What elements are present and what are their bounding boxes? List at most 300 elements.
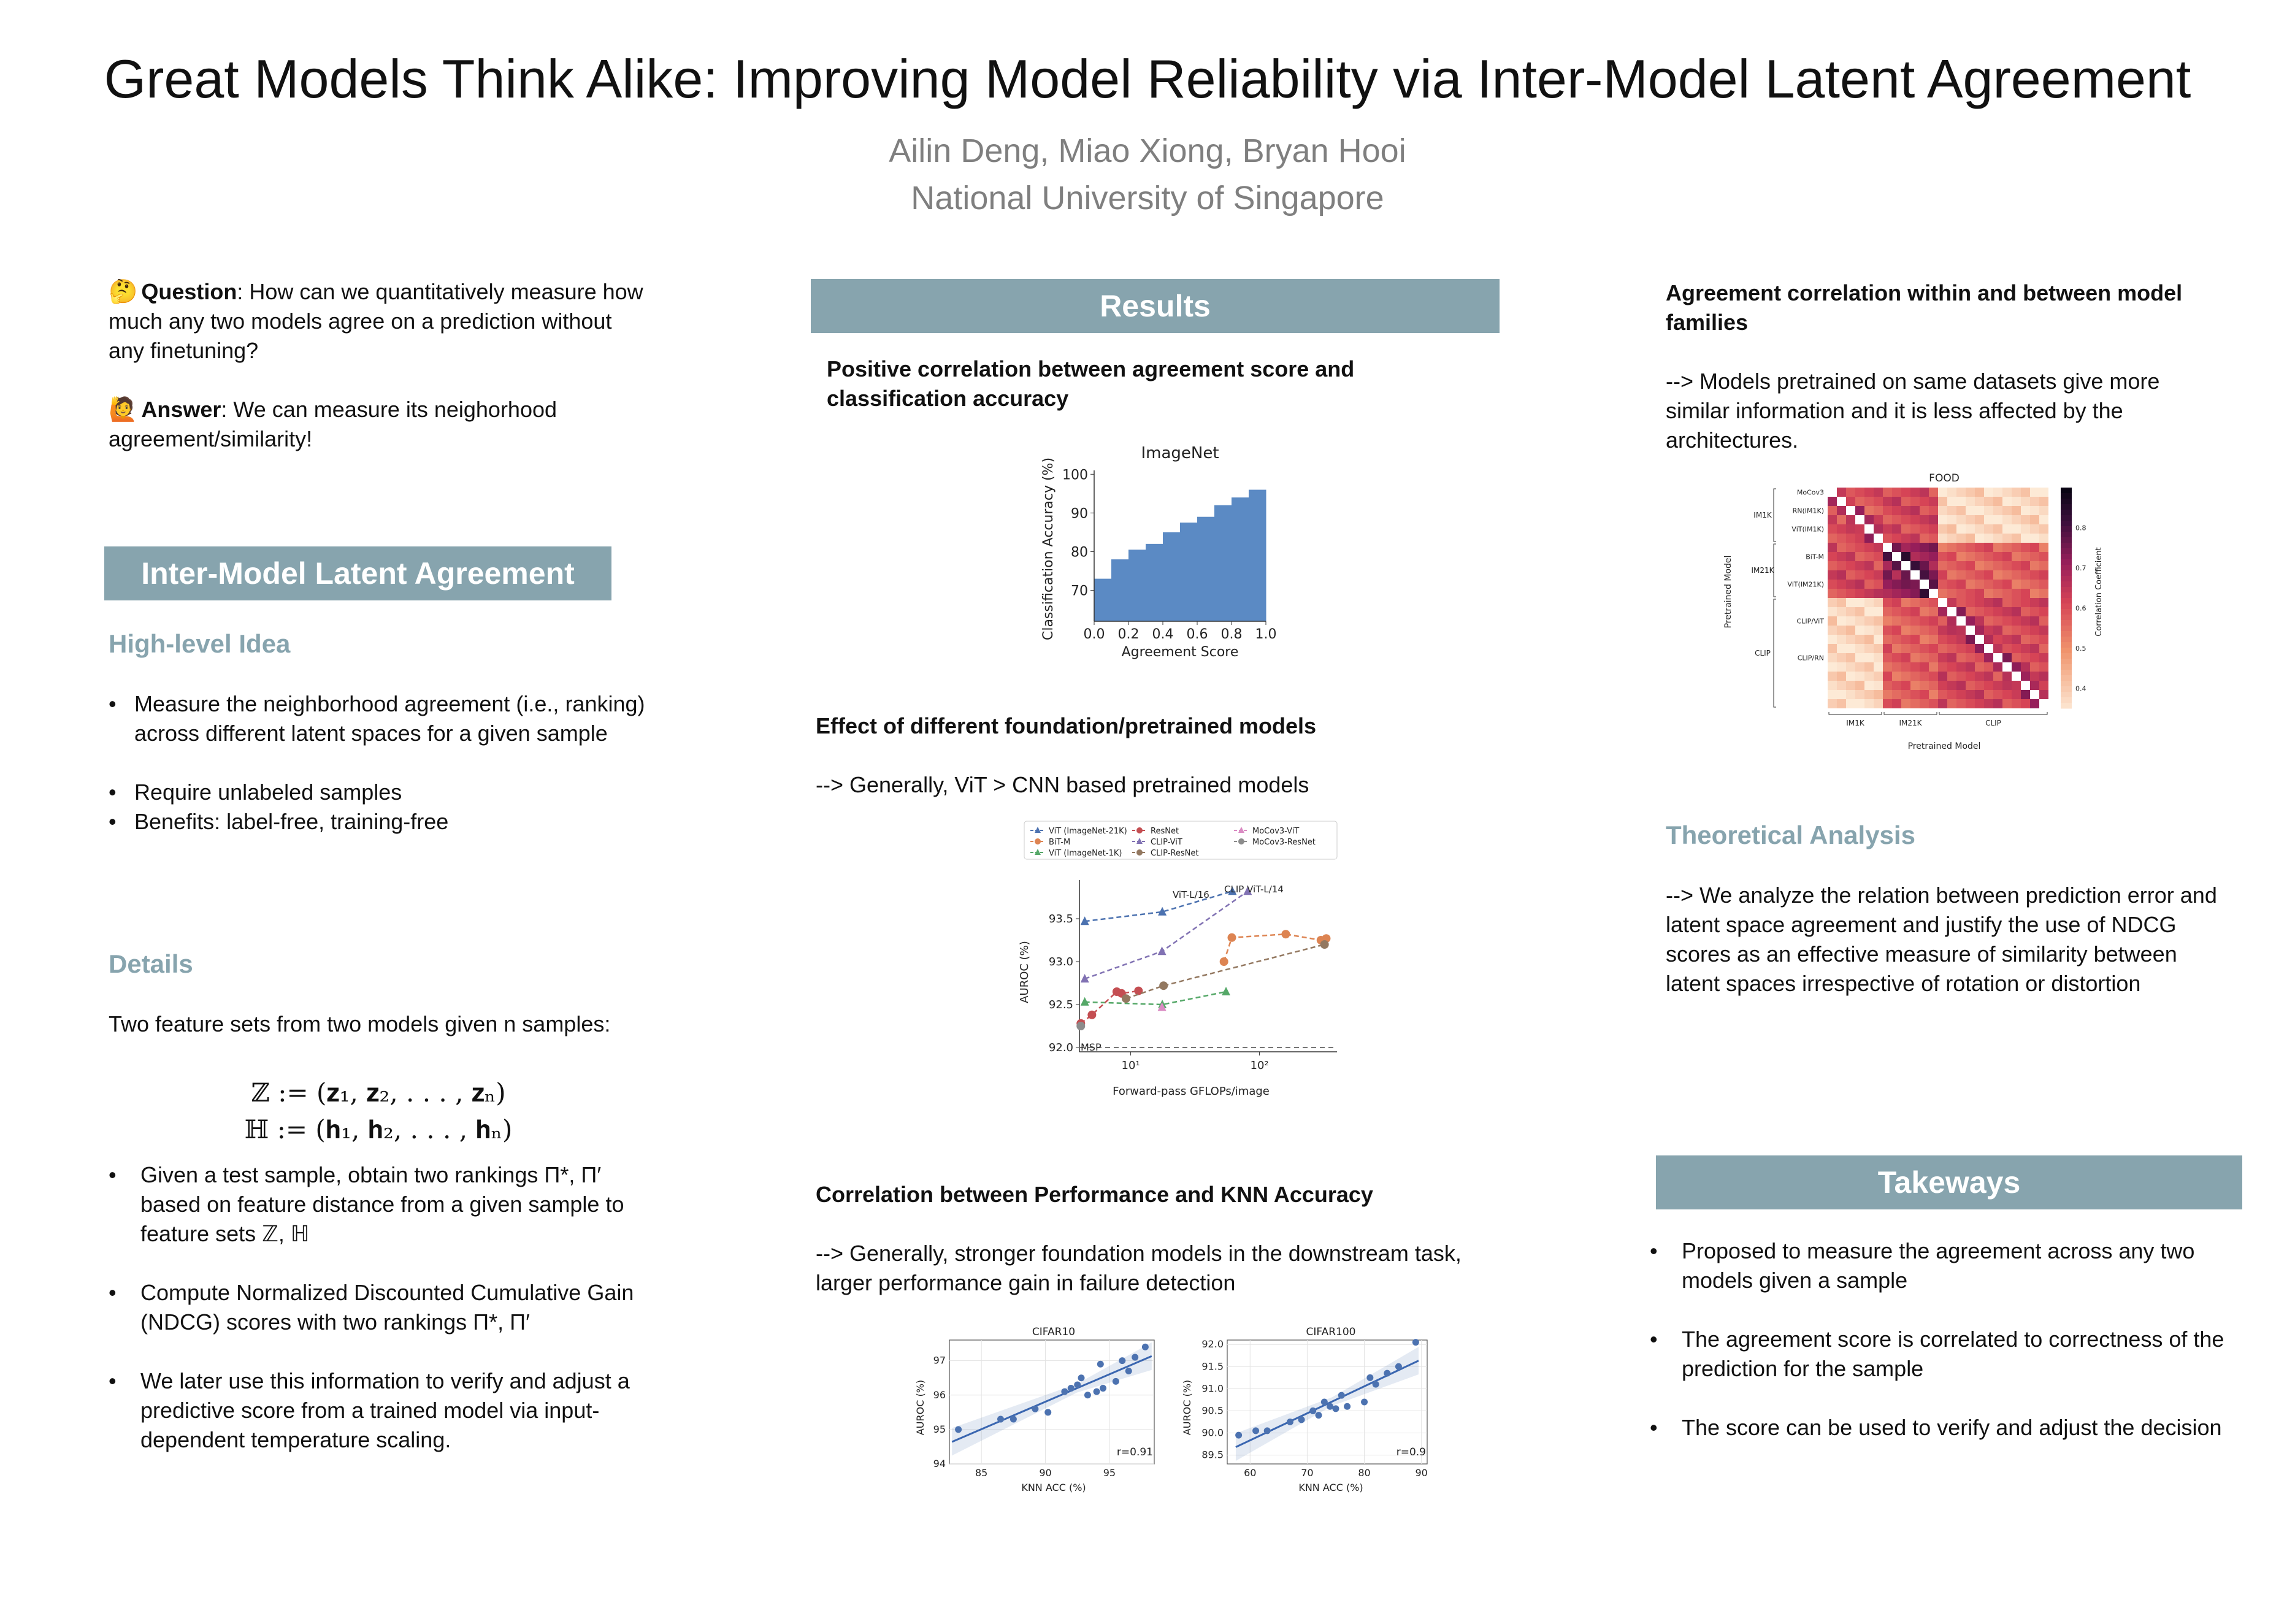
y-axis-label: AUROC (%) <box>1181 1379 1193 1436</box>
heatmap-cell <box>1883 662 1892 672</box>
data-point <box>1227 933 1236 942</box>
heatmap-cell <box>1947 616 1956 626</box>
heatmap-cell <box>1956 598 1966 607</box>
heatmap-cell <box>2039 497 2048 506</box>
heatmap-cell <box>1855 681 1864 690</box>
heatmap-cell <box>2012 598 2021 607</box>
heatmap-cell <box>1855 506 1864 515</box>
heatmap-cell <box>1947 506 1956 515</box>
heatmap-cell <box>1901 690 1910 699</box>
heatmap-cell <box>2012 662 2021 672</box>
heatmap-cell <box>1837 690 1846 699</box>
heatmap-cell <box>1956 561 1966 570</box>
heatmap-cell <box>2012 672 2021 681</box>
heatmap-cell <box>1910 543 1920 552</box>
heatmap-cell <box>1874 552 1883 561</box>
heatmap-cell <box>2002 534 2012 543</box>
heatmap-cell <box>2012 580 2021 589</box>
heatmap-cell <box>2039 662 2048 672</box>
heatmap-cell <box>2030 497 2039 506</box>
r2-text: --> Generally, ViT > CNN based pretrained models <box>816 772 1309 797</box>
heatmap-cell <box>1837 534 1846 543</box>
heatmap-cell <box>1993 561 2002 570</box>
heatmap-cell <box>2039 543 2048 552</box>
heatmap-cell <box>2012 699 2021 708</box>
group-label: IM21K <box>1899 719 1922 727</box>
heatmap-cell <box>1975 626 1984 635</box>
colorbar-segment <box>2061 504 2072 510</box>
heatmap-cell <box>1984 662 1993 672</box>
x-tick-label: 0.6 <box>1186 627 1208 642</box>
heatmap-cell <box>2030 653 2039 662</box>
heatmap-cell <box>2021 506 2030 515</box>
group-label: IM21K <box>1751 566 1774 575</box>
heatmap-cell <box>2039 644 2048 653</box>
data-point <box>1142 1344 1149 1350</box>
heatmap-cell <box>2021 488 2030 497</box>
heatmap-cell <box>1966 524 1975 534</box>
heatmap-cell <box>1956 497 1966 506</box>
heatmap-cell <box>1938 635 1947 644</box>
heatmap-cell <box>1864 552 1874 561</box>
colorbar-segment <box>2061 653 2072 659</box>
heatmap-cell <box>1956 672 1966 681</box>
heatmap-cell <box>2012 635 2021 644</box>
heatmap-cell <box>2012 488 2021 497</box>
heatmap-cell <box>2002 515 2012 524</box>
heatmap-cell <box>1883 497 1892 506</box>
heatmap-cell <box>2012 570 2021 580</box>
heatmap-cell <box>1938 561 1947 570</box>
heatmap-cell <box>1892 607 1901 616</box>
heatmap-cell <box>1910 515 1920 524</box>
heatmap-cell <box>1901 699 1910 708</box>
x-axis-label: Pretrained Model <box>1907 741 1981 751</box>
heatmap-cell <box>1846 598 1855 607</box>
heatmap-cell <box>1892 653 1901 662</box>
heatmap-cell <box>2002 690 2012 699</box>
data-point <box>1366 1374 1373 1381</box>
heatmap-cell <box>1984 524 1993 534</box>
heatmap-cell <box>1929 543 1938 552</box>
data-point <box>1281 930 1290 938</box>
heatmap-cell <box>1837 644 1846 653</box>
heatmap-cell <box>1855 534 1864 543</box>
heatmap-cell <box>1846 534 1855 543</box>
heatmap-cell <box>1938 644 1947 653</box>
heatmap-cell <box>1874 616 1883 626</box>
data-point <box>1309 1408 1316 1414</box>
heatmap-cell <box>2012 589 2021 598</box>
data-point <box>997 1416 1004 1423</box>
heatmap-cell <box>1883 515 1892 524</box>
data-point <box>1321 1399 1328 1406</box>
heatmap-cell <box>1975 616 1984 626</box>
heatmap-cell <box>1910 589 1920 598</box>
heatmap-cell <box>1874 515 1883 524</box>
heatmap-cell <box>1975 543 1984 552</box>
list-item: • Require unlabeled samples <box>109 778 648 807</box>
food-heatmap-chart <box>1717 469 2110 757</box>
heatmap-cell <box>1901 534 1910 543</box>
heatmap-cell <box>1984 607 1993 616</box>
heatmap-cell <box>1920 672 1929 681</box>
heatmap-cell <box>1855 626 1864 635</box>
heatmap-cell <box>2030 488 2039 497</box>
heatmap-cell <box>1828 488 1837 497</box>
heatmap-cell <box>2030 589 2039 598</box>
heatmap-cell <box>1993 653 2002 662</box>
heatmap-cell <box>1938 497 1947 506</box>
group-bracket <box>1774 489 1776 542</box>
heatmap-cell <box>1837 497 1846 506</box>
heatmap-cell <box>2039 699 2048 708</box>
heatmap-cell <box>1956 607 1966 616</box>
colorbar-segment <box>2061 532 2072 538</box>
heatmap-cell <box>1929 497 1938 506</box>
heatmap-cell <box>1920 506 1929 515</box>
heatmap-cell <box>1874 488 1883 497</box>
heatmap-cell <box>1837 699 1846 708</box>
heatmap-cell <box>1993 690 2002 699</box>
heatmap-cell <box>1947 644 1956 653</box>
heatmap-cell <box>1984 552 1993 561</box>
heatmap-cell <box>2012 607 2021 616</box>
heatmap-cell <box>1984 543 1993 552</box>
heatmap-cell <box>1901 543 1910 552</box>
heatmap-cell <box>1920 543 1929 552</box>
heatmap-cell <box>1966 598 1975 607</box>
heatmap-cell <box>1828 598 1837 607</box>
heatmap-cell <box>2002 488 2012 497</box>
heatmap-cell <box>1975 534 1984 543</box>
heatmap-cell <box>1901 681 1910 690</box>
heatmap-cell <box>1855 598 1864 607</box>
heatmap-cell <box>2039 580 2048 589</box>
heatmap-cell <box>1901 616 1910 626</box>
heatmap-cell <box>1993 488 2002 497</box>
x-tick-label: 90 <box>1415 1467 1428 1479</box>
heatmap-cell <box>1828 570 1837 580</box>
heatmap-cell <box>1864 580 1874 589</box>
heatmap-cell <box>2002 607 2012 616</box>
heatmap-cell <box>1929 662 1938 672</box>
heatmap-cell <box>1993 515 2002 524</box>
heatmap-cell <box>2012 534 2021 543</box>
takeaways-list <box>1650 1236 2239 1442</box>
question-block <box>109 277 648 366</box>
heatmap-cell <box>1846 635 1855 644</box>
legend-marker <box>1035 838 1041 845</box>
heatmap-cell <box>1993 644 2002 653</box>
heatmap-cell <box>2002 662 2012 672</box>
poster-affiliation: National University of Singapore <box>911 180 1384 216</box>
heatmap-cell <box>2030 607 2039 616</box>
colorbar-segment <box>2061 543 2072 549</box>
heatmap-cell <box>1846 543 1855 552</box>
colorbar-segment <box>2061 499 2072 505</box>
heatmap-cell <box>2030 515 2039 524</box>
chart-title: CIFAR10 <box>1032 1326 1076 1338</box>
heatmap-cell <box>1938 690 1947 699</box>
heatmap-cell <box>2030 699 2039 708</box>
heatmap-cell <box>1993 543 2002 552</box>
heatmap-cell <box>2039 552 2048 561</box>
heatmap-cell <box>1828 672 1837 681</box>
heatmap-cell <box>1874 497 1883 506</box>
heatmap-cell <box>1993 607 2002 616</box>
heatmap-cell <box>1975 515 1984 524</box>
heatmap-cell <box>1864 690 1874 699</box>
x-tick-label: 10¹ <box>1121 1059 1140 1072</box>
heatmap-cell <box>1938 607 1947 616</box>
heatmap-cell <box>1910 552 1920 561</box>
heatmap-cell <box>1910 635 1920 644</box>
heatmap-cell <box>1864 672 1874 681</box>
heatmap-cell <box>1874 534 1883 543</box>
heatmap-cell <box>1966 515 1975 524</box>
heatmap-cell <box>2039 561 2048 570</box>
colorbar-segment <box>2061 565 2072 571</box>
heatmap-cell <box>1892 690 1901 699</box>
heatmap-cell <box>1828 681 1837 690</box>
heatmap-cell <box>1966 561 1975 570</box>
heatmap-cell <box>1883 524 1892 534</box>
colorbar-segment <box>2061 697 2072 703</box>
heatmap-cell <box>1947 552 1956 561</box>
heatmap-cell <box>1975 644 1984 653</box>
heatmap-cell <box>1966 635 1975 644</box>
y-tick-label: 94 <box>933 1458 946 1469</box>
heatmap-cell <box>1892 699 1901 708</box>
heatmap-cell <box>1883 644 1892 653</box>
heatmap-cell <box>1837 607 1846 616</box>
bar <box>1146 544 1163 621</box>
heatmap-cell <box>1828 589 1837 598</box>
heatmap-cell <box>1901 524 1910 534</box>
heatmap-cell <box>2030 662 2039 672</box>
heatmap-cell <box>2030 598 2039 607</box>
heatmap-cell <box>1883 543 1892 552</box>
heatmap-cell <box>1947 534 1956 543</box>
data-point <box>1235 1432 1242 1439</box>
colorbar-tick-label: 0.5 <box>2075 644 2086 653</box>
heatmap-cell <box>2039 589 2048 598</box>
heatmap-cell <box>1947 653 1956 662</box>
foundation-models-line-chart <box>1012 819 1343 1101</box>
heatmap-cell <box>1929 534 1938 543</box>
data-point <box>1220 957 1228 966</box>
heatmap-cell <box>1910 616 1920 626</box>
heatmap-cell <box>1846 552 1855 561</box>
heatmap-cell <box>1828 515 1837 524</box>
heatmap-cell <box>1864 561 1874 570</box>
heatmap-cell <box>1910 690 1920 699</box>
data-point <box>1061 1388 1068 1395</box>
heatmap-cell <box>1938 598 1947 607</box>
heatmap-cell <box>1901 506 1910 515</box>
heatmap-cell <box>1883 589 1892 598</box>
heatmap-cell <box>1874 589 1883 598</box>
row-label: CLIP/RN <box>1797 654 1824 662</box>
heatmap-cell <box>1975 690 1984 699</box>
data-point <box>1361 1399 1368 1406</box>
heatmap-cell <box>2039 607 2048 616</box>
heatmap-cell <box>1920 626 1929 635</box>
colorbar-tick-label: 0.4 <box>2075 684 2086 693</box>
heatmap-cell <box>1938 552 1947 561</box>
r-annotation: r=0.9 <box>1396 1446 1426 1458</box>
heatmap-cell <box>2021 598 2030 607</box>
heatmap-cell <box>1874 580 1883 589</box>
row-label: ViT(IM1K) <box>1791 525 1824 534</box>
heatmap-cell <box>2012 515 2021 524</box>
heatmap-cell <box>1828 653 1837 662</box>
r3-heading: Correlation between Performance and KNN Accuracy <box>816 1182 1373 1207</box>
heatmap-cell <box>1910 644 1920 653</box>
agree-text: --> Models pretrained on same datasets give more similar information and it is less affected by the architectures. <box>1666 369 2160 453</box>
heatmap-cell <box>1920 488 1929 497</box>
heatmap-cell <box>1938 681 1947 690</box>
heatmap-cell <box>2030 534 2039 543</box>
colorbar-segment <box>2061 488 2072 494</box>
heatmap-cell <box>1846 561 1855 570</box>
heatmap-cell <box>1837 515 1846 524</box>
heatmap-cell <box>1947 570 1956 580</box>
colorbar-segment <box>2061 598 2072 604</box>
heatmap-cell <box>1966 644 1975 653</box>
heatmap-cell <box>2030 644 2039 653</box>
highlevel-heading: High-level Idea <box>109 629 291 658</box>
legend-label: BiT-M <box>1049 838 1071 847</box>
heatmap-cell <box>1864 497 1874 506</box>
y-tick-label: 96 <box>933 1388 946 1401</box>
heatmap-cell <box>1883 598 1892 607</box>
heatmap-cell <box>1993 506 2002 515</box>
heatmap-cell <box>1966 699 1975 708</box>
data-point <box>1084 1392 1091 1398</box>
heatmap-cell <box>2002 552 2012 561</box>
heatmap-cell <box>2030 561 2039 570</box>
heatmap-cell <box>1984 626 1993 635</box>
heatmap-cell <box>1929 626 1938 635</box>
regression-line <box>952 1356 1152 1442</box>
heatmap-cell <box>1892 488 1901 497</box>
heatmap-cell <box>2012 681 2021 690</box>
heatmap-cell <box>1975 672 1984 681</box>
heatmap-cell <box>1855 653 1864 662</box>
heatmap-cell <box>1883 534 1892 543</box>
heatmap-cell <box>2021 681 2030 690</box>
y-axis-label: Classification Accuracy (%) <box>1041 457 1056 641</box>
heatmap-cell <box>1892 570 1901 580</box>
heatmap-cell <box>1874 598 1883 607</box>
x-axis-label: KNN ACC (%) <box>1298 1482 1363 1493</box>
heatmap-cell <box>1892 589 1901 598</box>
heatmap-cell <box>1883 607 1892 616</box>
heatmap-cell <box>1855 690 1864 699</box>
heatmap-cell <box>2030 626 2039 635</box>
heatmap-cell <box>1910 561 1920 570</box>
heatmap-cell <box>1855 497 1864 506</box>
heatmap-cell <box>1910 497 1920 506</box>
heatmap-cell <box>1938 699 1947 708</box>
heatmap-cell <box>1929 653 1938 662</box>
r2-heading: Effect of different foundation/pretrained models <box>816 713 1317 738</box>
heatmap-cell <box>1984 635 1993 644</box>
heatmap-cell <box>1956 653 1966 662</box>
heatmap-cell <box>1920 580 1929 589</box>
heatmap-cell <box>2002 497 2012 506</box>
heatmap-cell <box>1920 607 1929 616</box>
group-bracket <box>1774 599 1776 707</box>
heatmap-cell <box>1828 616 1837 626</box>
data-point <box>1158 946 1167 955</box>
colorbar-segment <box>2061 537 2072 543</box>
y-tick-label: 93.5 <box>1048 913 1073 925</box>
group-label: CLIP <box>1755 649 1771 657</box>
heatmap-cell <box>1846 653 1855 662</box>
x-tick-label: 70 <box>1301 1467 1314 1479</box>
heatmap-cell <box>1938 543 1947 552</box>
chart-title: CIFAR100 <box>1306 1326 1356 1338</box>
heatmap-cell <box>1874 644 1883 653</box>
heatmap-cell <box>1920 653 1929 662</box>
heatmap-cell <box>1901 570 1910 580</box>
heatmap-cell <box>1966 534 1975 543</box>
heatmap-cell <box>1984 598 1993 607</box>
heatmap-cell <box>1947 580 1956 589</box>
heatmap-cell <box>1920 699 1929 708</box>
heatmap-cell <box>2002 672 2012 681</box>
heatmap-cell <box>1956 552 1966 561</box>
x-axis-label: Forward-pass GFLOPs/image <box>1113 1085 1270 1098</box>
bar <box>1214 505 1232 621</box>
y-tick-label: 90.0 <box>1201 1427 1224 1439</box>
heatmap-cell <box>2002 653 2012 662</box>
formula-h: ℍ := (𝐡₁, 𝐡₂, . . . , 𝐡ₙ) <box>244 1114 513 1144</box>
data-point <box>1076 1022 1085 1030</box>
heatmap-cell <box>1920 589 1929 598</box>
heatmap-cell <box>1920 570 1929 580</box>
heatmap-cell <box>1864 543 1874 552</box>
heatmap-cell <box>1837 580 1846 589</box>
heatmap-cell <box>1828 534 1837 543</box>
colorbar-segment <box>2061 642 2072 648</box>
y-tick-label: 70 <box>1071 583 1088 599</box>
heatmap-cell <box>2039 598 2048 607</box>
heatmap-cell <box>1883 488 1892 497</box>
heatmap-cell <box>1864 598 1874 607</box>
heatmap-cell <box>1837 681 1846 690</box>
colorbar-segment <box>2061 609 2072 615</box>
heatmap-cell <box>2039 488 2048 497</box>
heatmap-cell <box>1828 644 1837 653</box>
y-tick-label: 92.0 <box>1048 1041 1073 1054</box>
heatmap-cell <box>1975 506 1984 515</box>
heatmap-cell <box>2021 616 2030 626</box>
heatmap-cell <box>1929 681 1938 690</box>
legend-marker <box>1136 827 1143 833</box>
x-tick-label: 60 <box>1244 1467 1257 1479</box>
bar <box>1249 490 1266 621</box>
heatmap-cell <box>1975 598 1984 607</box>
heatmap-cell <box>1984 672 1993 681</box>
colorbar-segment <box>2061 576 2072 582</box>
heatmap-cell <box>1855 515 1864 524</box>
heatmap-cell <box>1874 635 1883 644</box>
heatmap-cell <box>1883 653 1892 662</box>
